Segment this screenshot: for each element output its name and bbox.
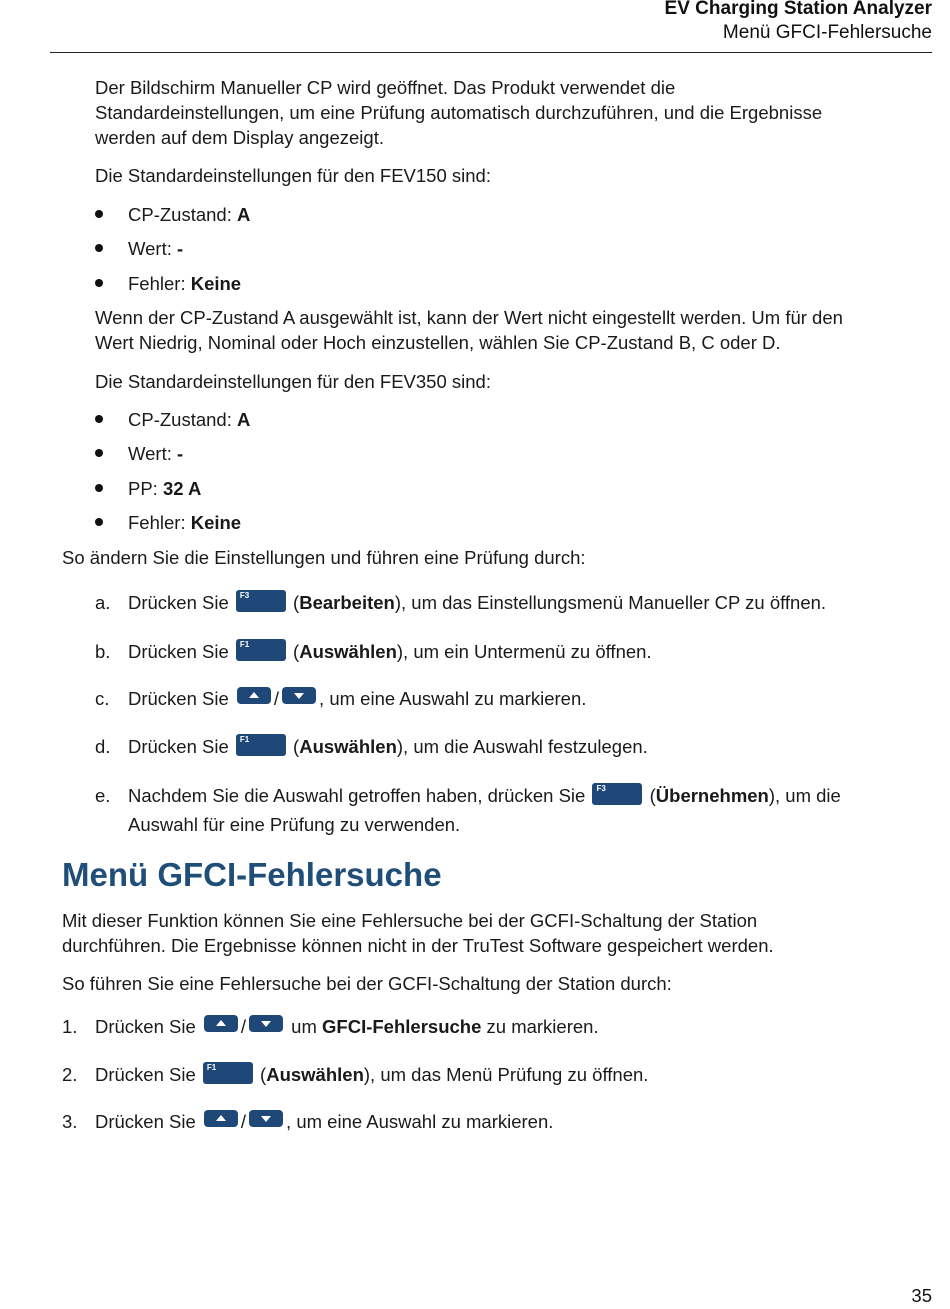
- page-number: 35: [911, 1285, 932, 1306]
- step-marker: b.: [95, 641, 111, 662]
- bullet-icon: [95, 415, 103, 423]
- change-heading: So ändern Sie die Einstellungen und führen eine Prüfung durch:: [62, 547, 586, 568]
- arrow-down-key-icon: [282, 687, 316, 704]
- gfci-heading: So führen Sie eine Fehlersuche bei der GCFI-Schaltung der Station durch:: [62, 973, 672, 994]
- function-key-icon: F3: [236, 590, 286, 612]
- step-line: Drücken Sie / um GFCI-Fehlersuche zu markieren.: [95, 1016, 599, 1037]
- bullet-icon: [95, 518, 103, 526]
- step-line: Nachdem Sie die Auswahl getroffen haben, drücken Sie F3 (Übernehmen), um die: [128, 784, 841, 806]
- step-line: Drücken Sie F3 (Bearbeiten), um das Einstellungsmenü Manueller CP zu öffnen.: [128, 591, 827, 613]
- function-key-icon: F3: [592, 783, 642, 805]
- note-line: Wenn der CP-Zustand A ausgewählt ist, kann der Wert nicht eingestellt werden. Um für den: [95, 307, 843, 328]
- step-marker: 1.: [62, 1016, 78, 1037]
- arrow-up-key-icon: [237, 687, 271, 704]
- step-line: Drücken Sie F1 (Auswählen), um ein Untermenü zu öffnen.: [128, 640, 652, 662]
- bullet-icon: [95, 484, 103, 492]
- arrow-down-key-icon: [249, 1110, 283, 1127]
- function-key-icon: F1: [236, 734, 286, 756]
- header-divider: [50, 52, 932, 53]
- bullet-icon: [95, 244, 103, 252]
- step-marker: c.: [95, 688, 110, 709]
- step-marker: 3.: [62, 1111, 78, 1132]
- step-line: Drücken Sie F1 (Auswählen), um die Auswahl festzulegen.: [128, 735, 648, 757]
- list-item: CP-Zustand: A: [128, 409, 251, 430]
- bullet-icon: [95, 210, 103, 218]
- list-item: Wert: -: [128, 238, 184, 259]
- arrow-up-key-icon: [204, 1015, 238, 1032]
- step-line-continuation: Auswahl für eine Prüfung zu verwenden.: [128, 814, 461, 835]
- list-item: Fehler: Keine: [128, 273, 242, 294]
- fev350-heading: Die Standardeinstellungen für den FEV350 sind:: [95, 371, 491, 392]
- step-line: Drücken Sie / , um eine Auswahl zu markieren.: [128, 688, 587, 709]
- arrow-down-key-icon: [249, 1015, 283, 1032]
- list-item: CP-Zustand: A: [128, 204, 251, 225]
- intro-line: Der Bildschirm Manueller CP wird geöffnet. Das Produkt verwendet die: [95, 77, 676, 98]
- section-subtitle: Menü GFCI-Fehlersuche: [722, 22, 932, 43]
- step-marker: a.: [95, 592, 111, 613]
- arrow-up-key-icon: [204, 1110, 238, 1127]
- function-key-icon: F1: [203, 1062, 253, 1084]
- intro-line: Standardeinstellungen, um eine Prüfung automatisch durchzuführen, und die Ergebnisse: [95, 102, 823, 123]
- note-line: Wert Niedrig, Nominal oder Hoch einzustellen, wählen Sie CP-Zustand B, C oder D.: [95, 332, 781, 353]
- step-line: Drücken Sie F1 (Auswählen), um das Menü Prüfung zu öffnen.: [95, 1063, 649, 1085]
- step-marker: d.: [95, 736, 111, 757]
- list-item: Fehler: Keine: [128, 512, 242, 533]
- list-item: Wert: -: [128, 443, 184, 464]
- bullet-icon: [95, 279, 103, 287]
- section-heading: Menü GFCI-Fehlersuche: [62, 856, 442, 893]
- document-title: EV Charging Station Analyzer: [664, 0, 932, 19]
- gfci-desc-line: Mit dieser Funktion können Sie eine Fehlersuche bei der GCFI-Schaltung der Station: [62, 910, 758, 931]
- fev150-heading: Die Standardeinstellungen für den FEV150 sind:: [95, 165, 491, 186]
- step-line: Drücken Sie / , um eine Auswahl zu markieren.: [95, 1111, 554, 1132]
- list-item: PP: 32 A: [128, 478, 202, 499]
- bullet-icon: [95, 449, 103, 457]
- step-marker: 2.: [62, 1064, 78, 1085]
- step-marker: e.: [95, 785, 111, 806]
- intro-line: werden auf dem Display angezeigt.: [95, 127, 384, 148]
- function-key-icon: F1: [236, 639, 286, 661]
- gfci-desc-line: durchführen. Die Ergebnisse können nicht in der TruTest Software gespeichert werden.: [62, 935, 774, 956]
